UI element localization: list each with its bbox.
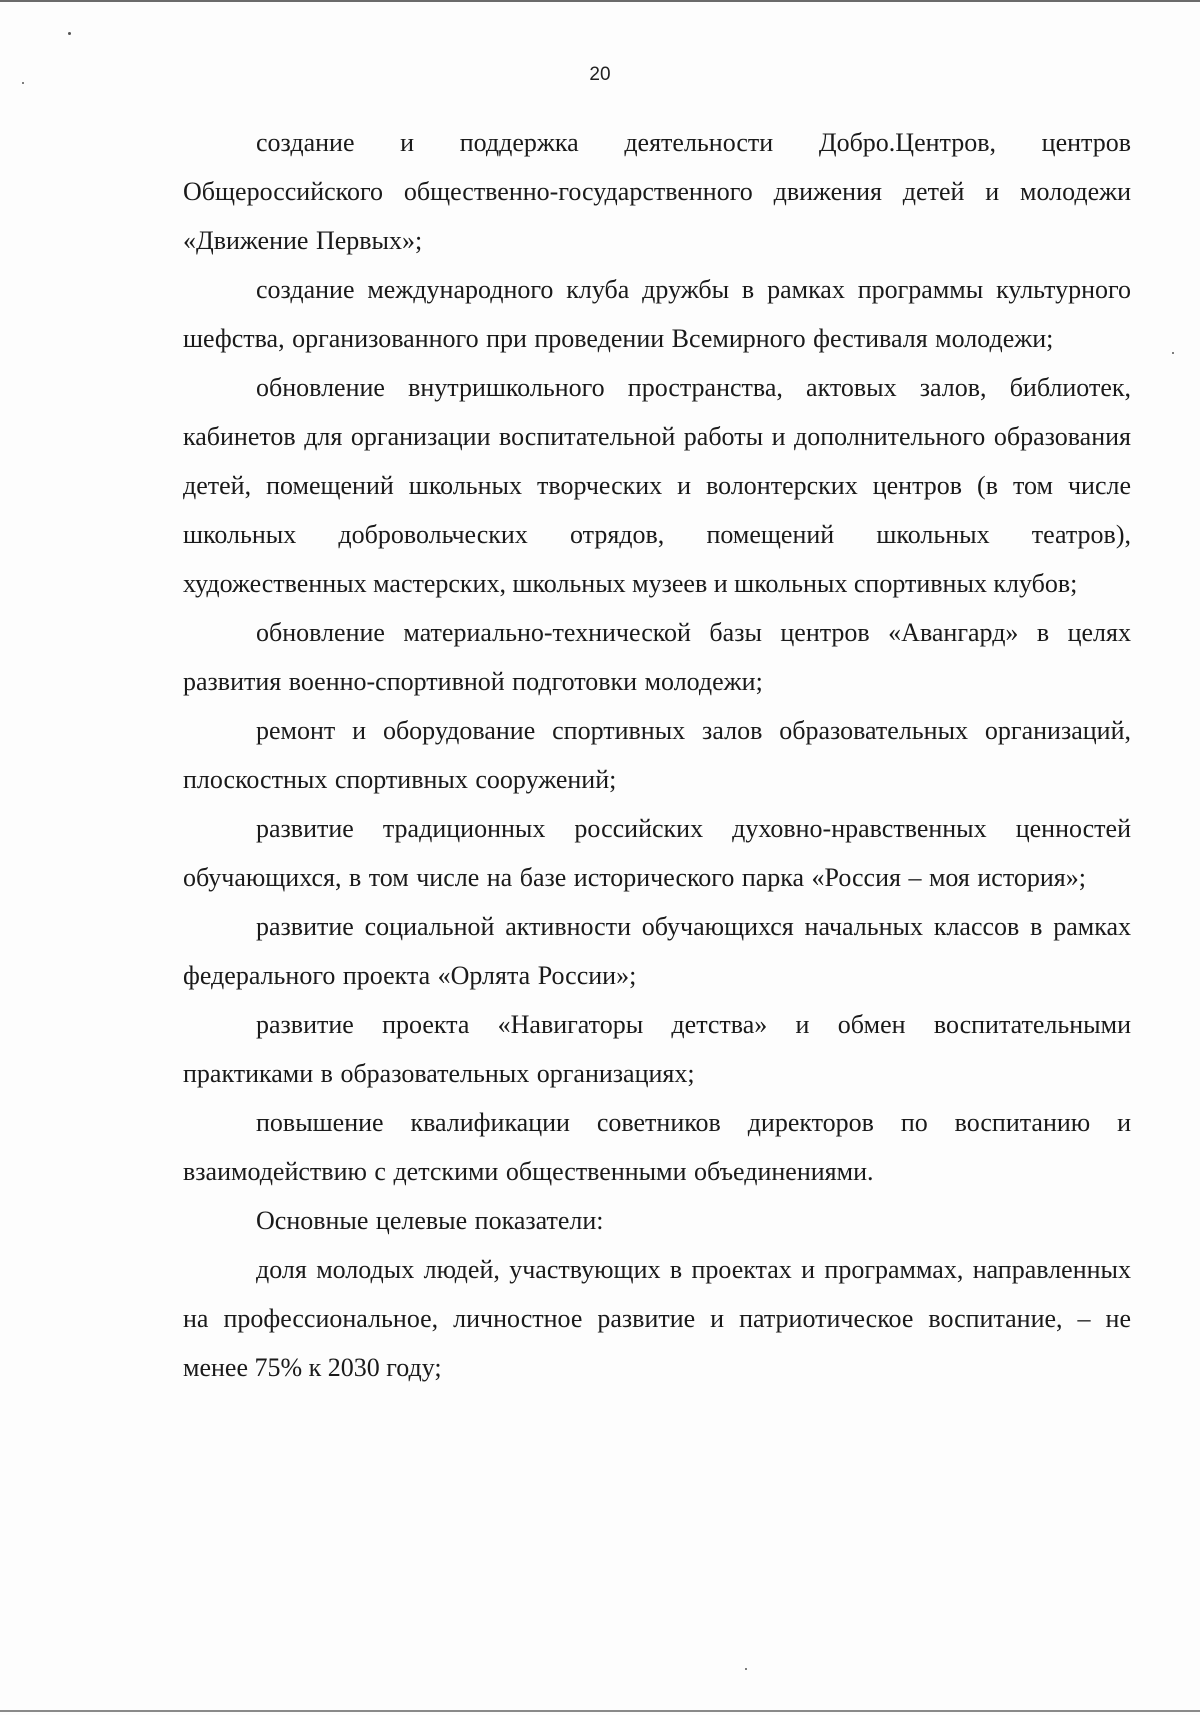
scan-speck xyxy=(68,32,71,35)
scan-edge-top xyxy=(0,0,1200,2)
scan-edge-bottom xyxy=(0,1710,1200,1712)
paragraph-youth-share: доля молодых людей, участвующих в проектах и программах, направленных на профессиональное, личностное развитие и патриотическое воспитание, – не менее 75% к 2030 году; xyxy=(183,1255,1131,1382)
paragraph-sports-halls: ремонт и оборудование спортивных залов образовательных организаций, плоскостных спортивных сооружений; xyxy=(183,716,1131,794)
paragraph-dobro-centers: создание и поддержка деятельности Добро.Центров, центров Общероссийского общественно-государственного движения детей и молодежи «Движение Первых»; xyxy=(183,128,1131,255)
paragraph-target-indicators-heading: Основные целевые показатели: xyxy=(256,1206,604,1235)
paragraph-friendship-club: создание международного клуба дружбы в рамках программы культурного шефства, организованного при проведении Всемирного фестиваля молодежи; xyxy=(183,275,1131,353)
paragraph-traditional-values: развитие традиционных российских духовно-нравственных ценностей обучающихся, в том числе на базе исторического парка «Россия – моя история»; xyxy=(183,814,1131,892)
paragraph-school-space: обновление внутришкольного пространства, актовых залов, библиотек, кабинетов для организации воспитательной работы и дополнительного образования детей, помещений школьных творческих и волонтерских центров (в том числе школьных добровольческих отрядов, помещений школьных театров), художественных мастерских, школьных музеев и школьных спортивных клубов; xyxy=(183,373,1131,598)
paragraph-avangard: обновление материально-технической базы центров «Авангард» в целях развития военно-спортивной подготовки молодежи; xyxy=(183,618,1131,696)
page-number: 20 xyxy=(589,64,611,85)
scan-speck xyxy=(745,1668,747,1670)
document-body xyxy=(183,118,1131,1392)
scan-speck xyxy=(1172,352,1174,354)
paragraph-navigators: развитие проекта «Навигаторы детства» и обмен воспитательными практиками в образовательных организациях; xyxy=(183,1010,1131,1088)
paragraph-advisers-training: повышение квалификации советников директоров по воспитанию и взаимодействию с детскими общественными объединениями. xyxy=(183,1108,1131,1186)
paragraph-orlyata: развитие социальной активности обучающихся начальных классов в рамках федерального проекта «Орлята России»; xyxy=(183,912,1131,990)
scan-speck xyxy=(22,82,24,84)
